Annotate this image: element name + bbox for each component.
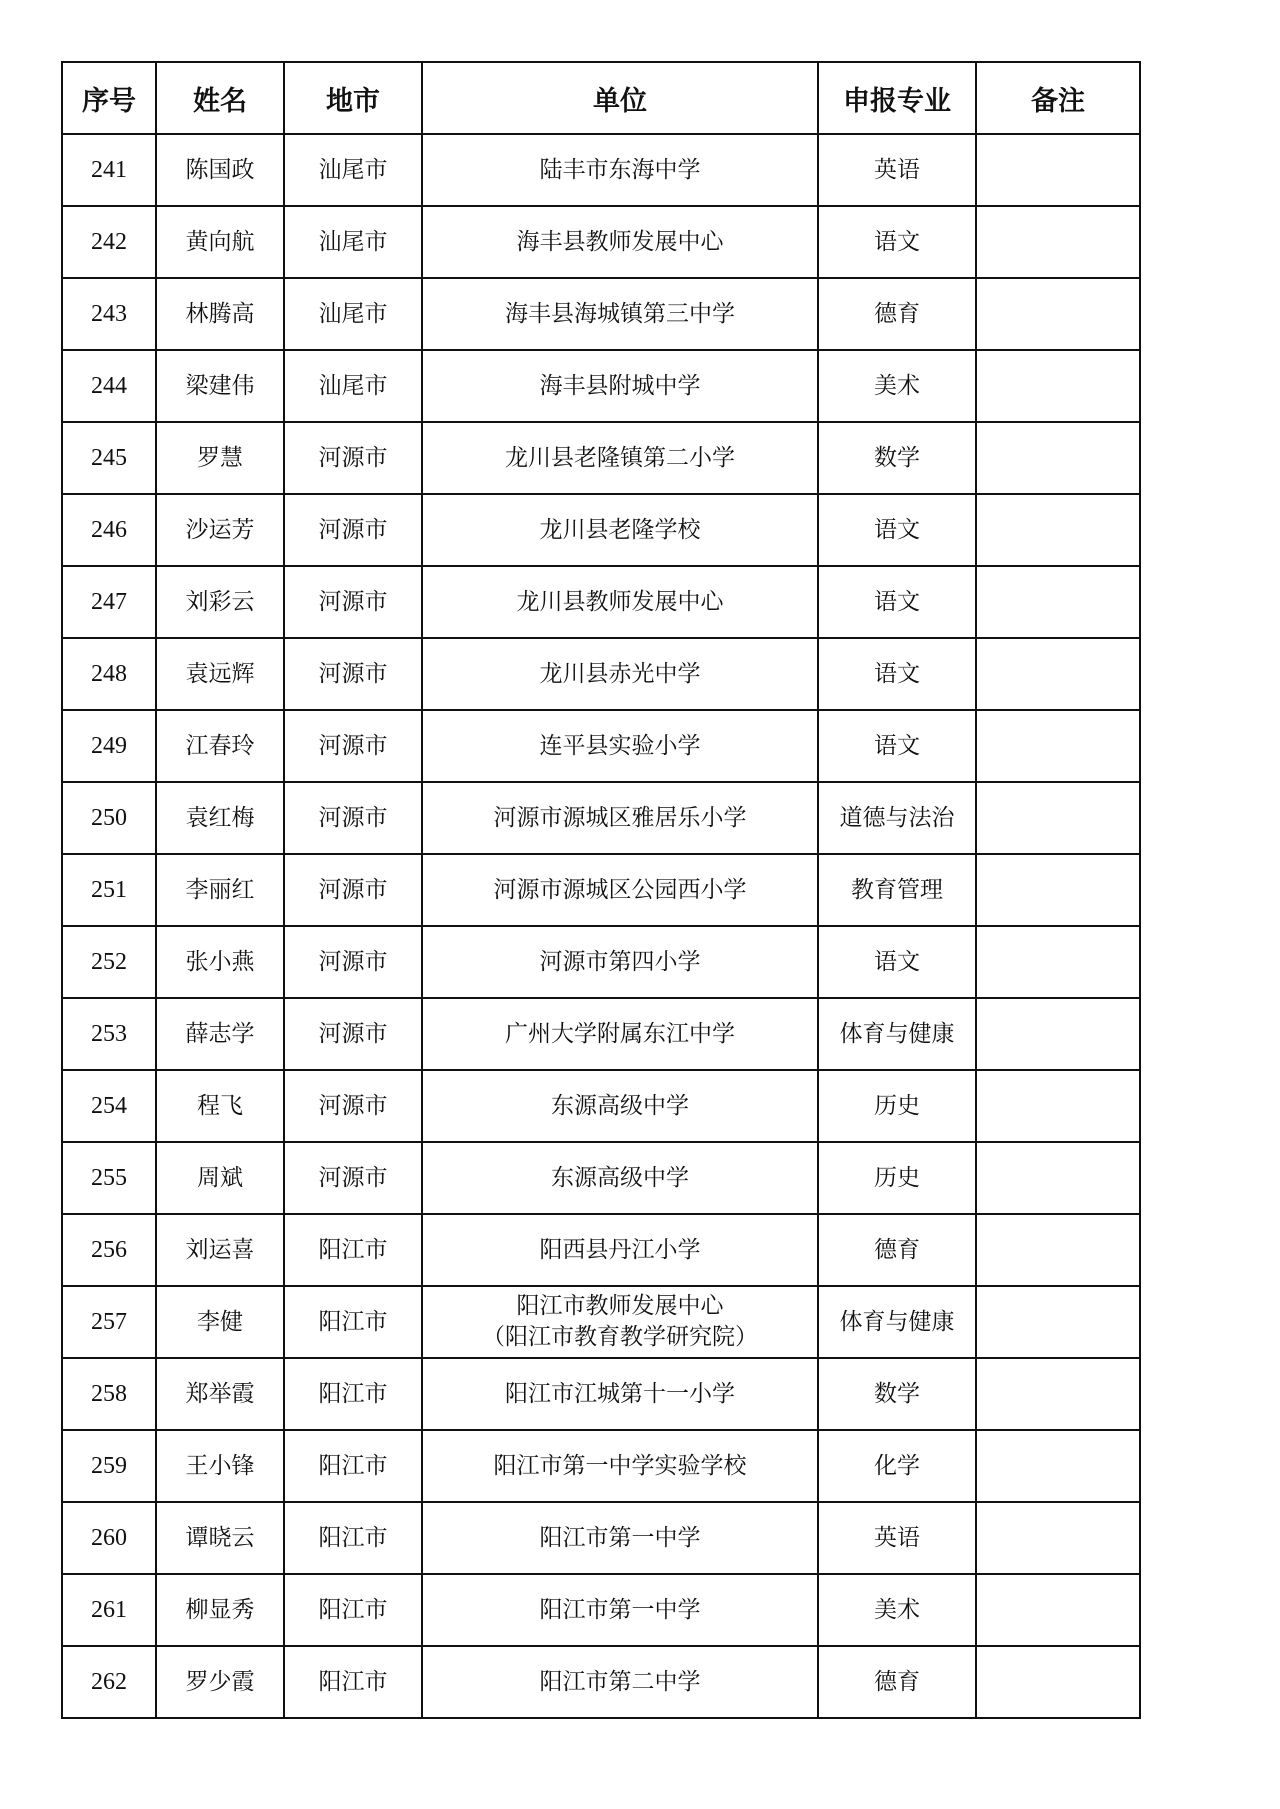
cell-unit: 连平县实验小学 [422,710,818,782]
cell-name: 沙运芳 [156,494,284,566]
cell-city: 河源市 [284,710,422,782]
cell-city: 河源市 [284,854,422,926]
cell-city: 汕尾市 [284,278,422,350]
cell-name: 罗少霞 [156,1646,284,1718]
header-index: 序号 [62,62,156,134]
cell-remark [976,1502,1140,1574]
cell-major: 德育 [818,1646,976,1718]
table-row [62,1142,1140,1214]
cell-name: 江春玲 [156,710,284,782]
cell-remark [976,854,1140,926]
cell-unit: 龙川县老隆镇第二小学 [422,422,818,494]
table-row [62,782,1140,854]
cell-city: 阳江市 [284,1430,422,1502]
cell-name: 王小锋 [156,1430,284,1502]
table-row [62,1286,1140,1358]
header-name: 姓名 [156,62,284,134]
cell-city: 阳江市 [284,1214,422,1286]
table-row [62,1574,1140,1646]
table-row [62,566,1140,638]
table-row [62,1502,1140,1574]
cell-unit: 阳江市第一中学 [422,1574,818,1646]
cell-city: 阳江市 [284,1286,422,1358]
cell-major: 化学 [818,1430,976,1502]
cell-major: 语文 [818,206,976,278]
cell-major: 英语 [818,134,976,206]
cell-unit: 龙川县赤光中学 [422,638,818,710]
cell-index: 260 [62,1502,156,1574]
cell-index: 262 [62,1646,156,1718]
cell-remark [976,494,1140,566]
cell-major: 德育 [818,278,976,350]
table-row [62,350,1140,422]
cell-index: 252 [62,926,156,998]
cell-name: 程飞 [156,1070,284,1142]
table-row [62,134,1140,206]
cell-index: 261 [62,1574,156,1646]
cell-remark [976,1574,1140,1646]
cell-index: 242 [62,206,156,278]
table-row [62,1070,1140,1142]
table-row [62,1646,1140,1718]
cell-major: 语文 [818,710,976,782]
table-row [62,1214,1140,1286]
cell-unit: 阳江市第一中学实验学校 [422,1430,818,1502]
cell-unit: 海丰县附城中学 [422,350,818,422]
table-body [62,134,1140,1718]
cell-unit: 阳西县丹江小学 [422,1214,818,1286]
cell-major: 语文 [818,566,976,638]
cell-remark [976,566,1140,638]
cell-major: 体育与健康 [818,998,976,1070]
cell-unit: 河源市第四小学 [422,926,818,998]
cell-index: 250 [62,782,156,854]
cell-remark [976,278,1140,350]
cell-unit: 阳江市第二中学 [422,1646,818,1718]
cell-index: 244 [62,350,156,422]
cell-unit: 海丰县教师发展中心 [422,206,818,278]
cell-name: 谭晓云 [156,1502,284,1574]
cell-city: 河源市 [284,1142,422,1214]
cell-remark [976,422,1140,494]
cell-major: 德育 [818,1214,976,1286]
cell-remark [976,1358,1140,1430]
cell-major: 语文 [818,494,976,566]
cell-city: 河源市 [284,494,422,566]
cell-city: 阳江市 [284,1502,422,1574]
cell-remark [976,206,1140,278]
cell-city: 河源市 [284,998,422,1070]
cell-unit: 河源市源城区公园西小学 [422,854,818,926]
cell-name: 林腾高 [156,278,284,350]
cell-name: 薛志学 [156,998,284,1070]
table-row [62,494,1140,566]
table-row [62,926,1140,998]
cell-name: 袁红梅 [156,782,284,854]
table-row [62,206,1140,278]
cell-index: 256 [62,1214,156,1286]
cell-major: 教育管理 [818,854,976,926]
cell-name: 柳显秀 [156,1574,284,1646]
cell-remark [976,350,1140,422]
header-major: 申报专业 [818,62,976,134]
table-row [62,1358,1140,1430]
cell-unit: 阳江市第一中学 [422,1502,818,1574]
cell-city: 河源市 [284,782,422,854]
cell-name: 黄向航 [156,206,284,278]
cell-major: 体育与健康 [818,1286,976,1358]
cell-index: 257 [62,1286,156,1358]
cell-remark [976,638,1140,710]
roster-table [61,61,1141,1719]
cell-city: 河源市 [284,566,422,638]
cell-major: 美术 [818,1574,976,1646]
cell-index: 254 [62,1070,156,1142]
cell-remark [976,134,1140,206]
cell-city: 汕尾市 [284,206,422,278]
cell-major: 历史 [818,1070,976,1142]
cell-index: 255 [62,1142,156,1214]
cell-major: 历史 [818,1142,976,1214]
table-row [62,278,1140,350]
cell-city: 汕尾市 [284,134,422,206]
cell-major: 语文 [818,638,976,710]
cell-remark [976,1142,1140,1214]
cell-major: 英语 [818,1502,976,1574]
cell-name: 郑举霞 [156,1358,284,1430]
cell-index: 253 [62,998,156,1070]
cell-unit [422,1286,818,1358]
cell-unit: 阳江市江城第十一小学 [422,1358,818,1430]
cell-index: 243 [62,278,156,350]
cell-index: 241 [62,134,156,206]
cell-unit: 海丰县海城镇第三中学 [422,278,818,350]
cell-remark [976,1070,1140,1142]
table-row [62,998,1140,1070]
cell-unit: 广州大学附属东江中学 [422,998,818,1070]
header-unit: 单位 [422,62,818,134]
cell-name: 张小燕 [156,926,284,998]
cell-name: 李丽红 [156,854,284,926]
cell-city: 阳江市 [284,1358,422,1430]
cell-remark [976,998,1140,1070]
cell-index: 245 [62,422,156,494]
cell-name: 陈国政 [156,134,284,206]
cell-name: 袁远辉 [156,638,284,710]
table-row [62,710,1140,782]
cell-city: 阳江市 [284,1574,422,1646]
cell-name: 李健 [156,1286,284,1358]
cell-unit-line: （阳江市教育教学研究院） [482,1324,758,1350]
cell-remark [976,1430,1140,1502]
table-row [62,1430,1140,1502]
cell-unit: 陆丰市东海中学 [422,134,818,206]
cell-index: 249 [62,710,156,782]
cell-index: 248 [62,638,156,710]
cell-name: 周斌 [156,1142,284,1214]
cell-unit: 东源高级中学 [422,1070,818,1142]
header-row [62,62,1140,134]
cell-city: 河源市 [284,926,422,998]
cell-major: 语文 [818,926,976,998]
cell-name: 刘彩云 [156,566,284,638]
cell-major: 数学 [818,1358,976,1430]
header-remark: 备注 [976,62,1140,134]
cell-unit: 河源市源城区雅居乐小学 [422,782,818,854]
cell-city: 河源市 [284,422,422,494]
cell-major: 美术 [818,350,976,422]
table-row [62,854,1140,926]
cell-unit: 东源高级中学 [422,1142,818,1214]
cell-city: 汕尾市 [284,350,422,422]
cell-city: 河源市 [284,638,422,710]
cell-index: 246 [62,494,156,566]
cell-index: 258 [62,1358,156,1430]
cell-name: 刘运喜 [156,1214,284,1286]
cell-city: 阳江市 [284,1646,422,1718]
cell-name: 罗慧 [156,422,284,494]
cell-index: 259 [62,1430,156,1502]
cell-remark [976,710,1140,782]
cell-name: 梁建伟 [156,350,284,422]
cell-index: 247 [62,566,156,638]
header-city: 地市 [284,62,422,134]
cell-remark [976,926,1140,998]
cell-major: 道德与法治 [818,782,976,854]
cell-index: 251 [62,854,156,926]
table-row [62,422,1140,494]
cell-unit: 龙川县教师发展中心 [422,566,818,638]
cell-remark [976,1286,1140,1358]
cell-unit: 龙川县老隆学校 [422,494,818,566]
table-row [62,638,1140,710]
cell-unit-line: 阳江市教师发展中心 [516,1293,724,1319]
cell-remark [976,1214,1140,1286]
cell-city: 河源市 [284,1070,422,1142]
cell-major: 数学 [818,422,976,494]
cell-remark [976,1646,1140,1718]
cell-remark [976,782,1140,854]
